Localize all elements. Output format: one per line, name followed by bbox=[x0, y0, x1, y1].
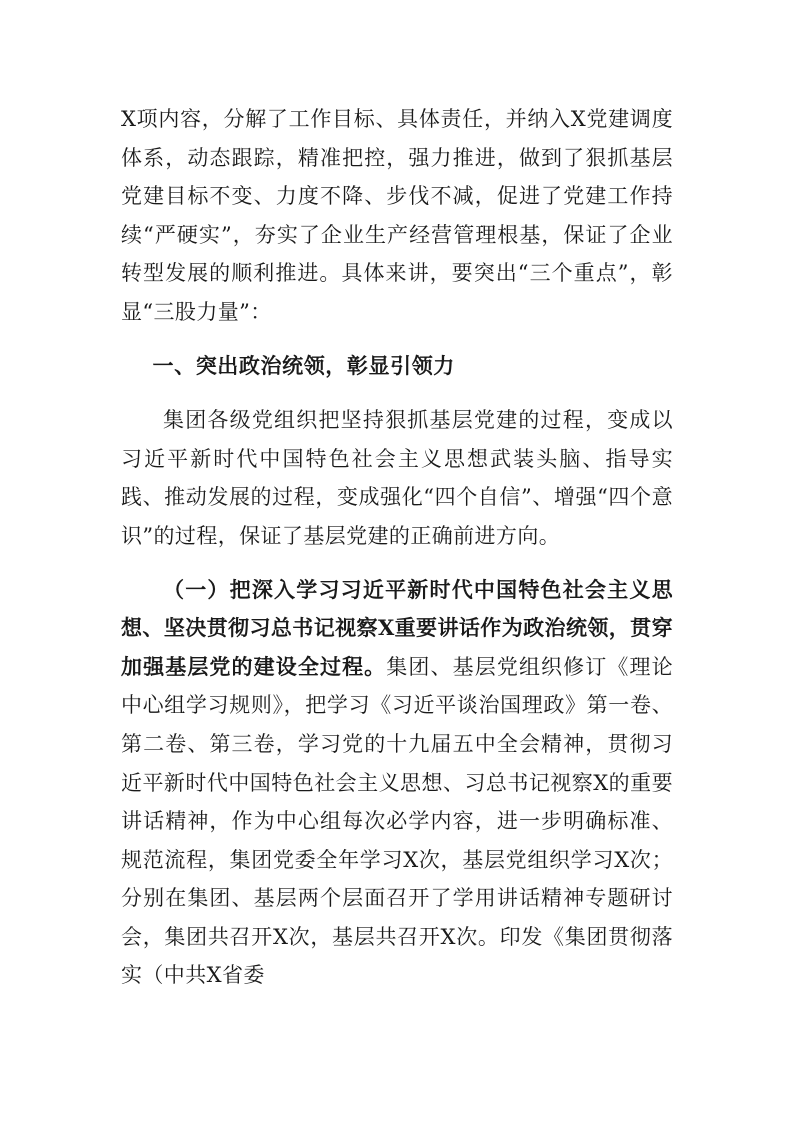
document-body bbox=[121, 100, 673, 1010]
subsection-heading: （一）把深入学习习近平新时代中国特色社会主义思想、坚决贯彻习总书记视察X重要讲话作为政治统领，贯穿加强基层党的建设全过程。 bbox=[121, 576, 673, 679]
subsection-paragraph bbox=[121, 571, 673, 996]
intro-paragraph: X项内容，分解了工作目标、具体责任，并纳入X党建调度体系，动态跟踪，精准把控，强力推进，做到了狠抓基层党建目标不变、力度不降、步伐不减，促进了党建工作持续“严硬实”，夯实了企业生产经营管理根基，保证了企业转型发展的顺利推进。具体来讲，要突出“三个重点”，彰显“三股力量”： bbox=[121, 107, 673, 324]
section-heading: 一、突出政治统领，彰显引领力 bbox=[152, 353, 455, 378]
subsection-body-text: 集团、基层党组织修订《理论中心组学习规则》，把学习《习近平谈治国理政》第一卷、第二卷、第三卷，学习党的十九届五中全会精神，贯彻习近平新时代中国特色社会主义思想、习总书记视察X的重要讲话精神，作为中心组每次必学内容，进一步明确标准、规范流程，集团党委全年学习X次，基层党组织学习X次；分别在集团、基层两个层面召开了学用讲话精神专题研讨会，集团共召开X次，基层共召开X次。印发《集团贯彻落实（中共X省委 bbox=[121, 654, 673, 988]
section-intro-paragraph: 集团各级党组织把坚持狠抓基层党建的过程，变成以习近平新时代中国特色社会主义思想武装头脑、指导实践、推动发展的过程，变成强化“四个自信”、增强“四个意识”的过程，保证了基层党建的正确前进方向。 bbox=[121, 408, 673, 548]
